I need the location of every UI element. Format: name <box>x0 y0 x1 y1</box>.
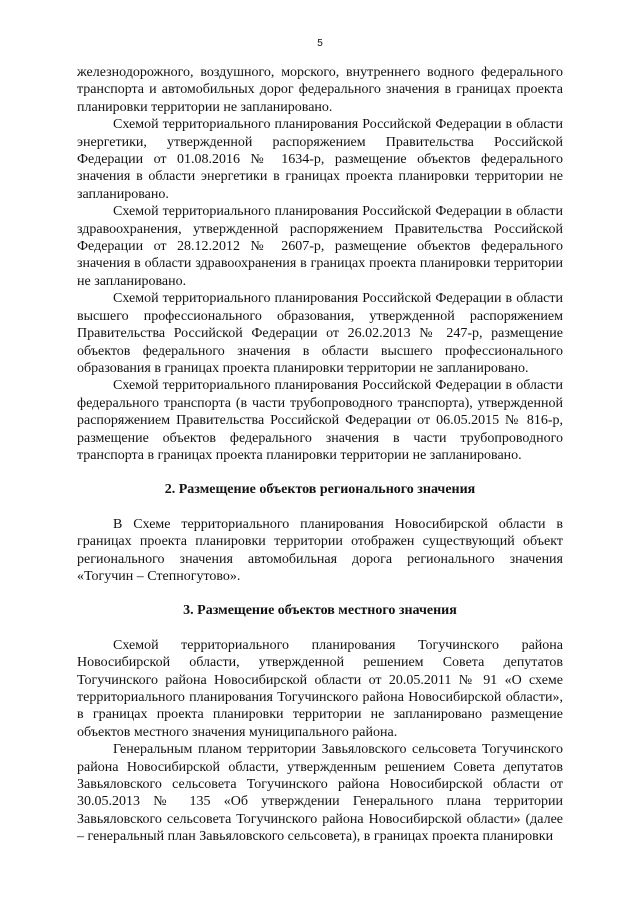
paragraph-general-plan: Генеральным планом территории Завьяловского сельсовета Тогучинского района Новосибирской области, утвержденным решением Совета депутатов Завьяловского сельсовета Тогучинского района Новосибирской области от 30.05.2013 № 135 «Об утверждении Генерального плана территории Завьяловского сельсовета Тогучинского района Новосибирской области» (далее – генеральный план Завьяловского сельсовета), в границах проекта планировки <box>77 742 563 845</box>
spacer <box>77 585 563 602</box>
paragraph-energy: Схемой территориального планирования Российской Федерации в области энергетики, утвержденной распоряжением Правительства Российской Федерации от 01.08.2016 № 1634-р, размещение объектов федерального значения в области энергетики в границах проекта планировки территории не запланировано. <box>77 117 563 202</box>
section-3-heading: 3. Размещение объектов местного значения <box>183 603 457 619</box>
paragraph-regional-road: В Схеме территориального планирования Новосибирской области в границах проекта планировки территории отображен существующий объект регионального значения автомобильная дорога регионального значения «Тогучин – Степногутово». <box>77 516 563 584</box>
paragraph-continued: железнодорожного, воздушного, морского, внутреннего водного федерального транспорта и автомобильных дорог федерального значения в границах проекта планировки территории не запланировано. <box>77 65 563 115</box>
spacer <box>77 620 563 637</box>
page-number: 5 <box>317 38 323 49</box>
section-2-heading: 2. Размещение объектов регионального значения <box>164 482 476 498</box>
spacer <box>77 499 563 516</box>
paragraph-higher-education: Схемой территориального планирования Российской Федерации в области высшего профессионального образования, утвержденной распоряжением Правительства Российской Федерации от 26.02.2013 № 247-р, размещение объектов федерального значения в области высшего профессионального образования в границах проекта планировки территории не запланировано. <box>77 291 563 376</box>
paragraph-healthcare: Схемой территориального планирования Российской Федерации в области здравоохранения, утвержденной распоряжением Правительства Российской Федерации от 28.12.2012 № 2607-р, размещение объектов федерального значения в области здравоохранения в границах проекта планировки территории не запланировано. <box>77 204 563 289</box>
paragraph-pipeline-transport: Схемой территориального планирования Российской Федерации в области федерального транспорта (в части трубопроводного транспорта), утвержденной распоряжением Правительства Российской Федерации от 06.05.2015 № 816-р, размещение объектов федерального значения в части трубопроводного транспорта в границах проекта планировки территории не запланировано. <box>77 378 563 463</box>
paragraph-district-scheme: Схемой территориального планирования Тогучинского района Новосибирской области, утвержденной решением Совета депутатов Тогучинского района Новосибирской области от 20.05.2011 № 91 «О схеме территориального планирования Тогучинского района Новосибирской области», в границах проекта планировки территории не запланировано размещение объектов местного значения муниципального района. <box>77 637 563 740</box>
page-content <box>77 64 563 846</box>
spacer <box>77 464 563 481</box>
